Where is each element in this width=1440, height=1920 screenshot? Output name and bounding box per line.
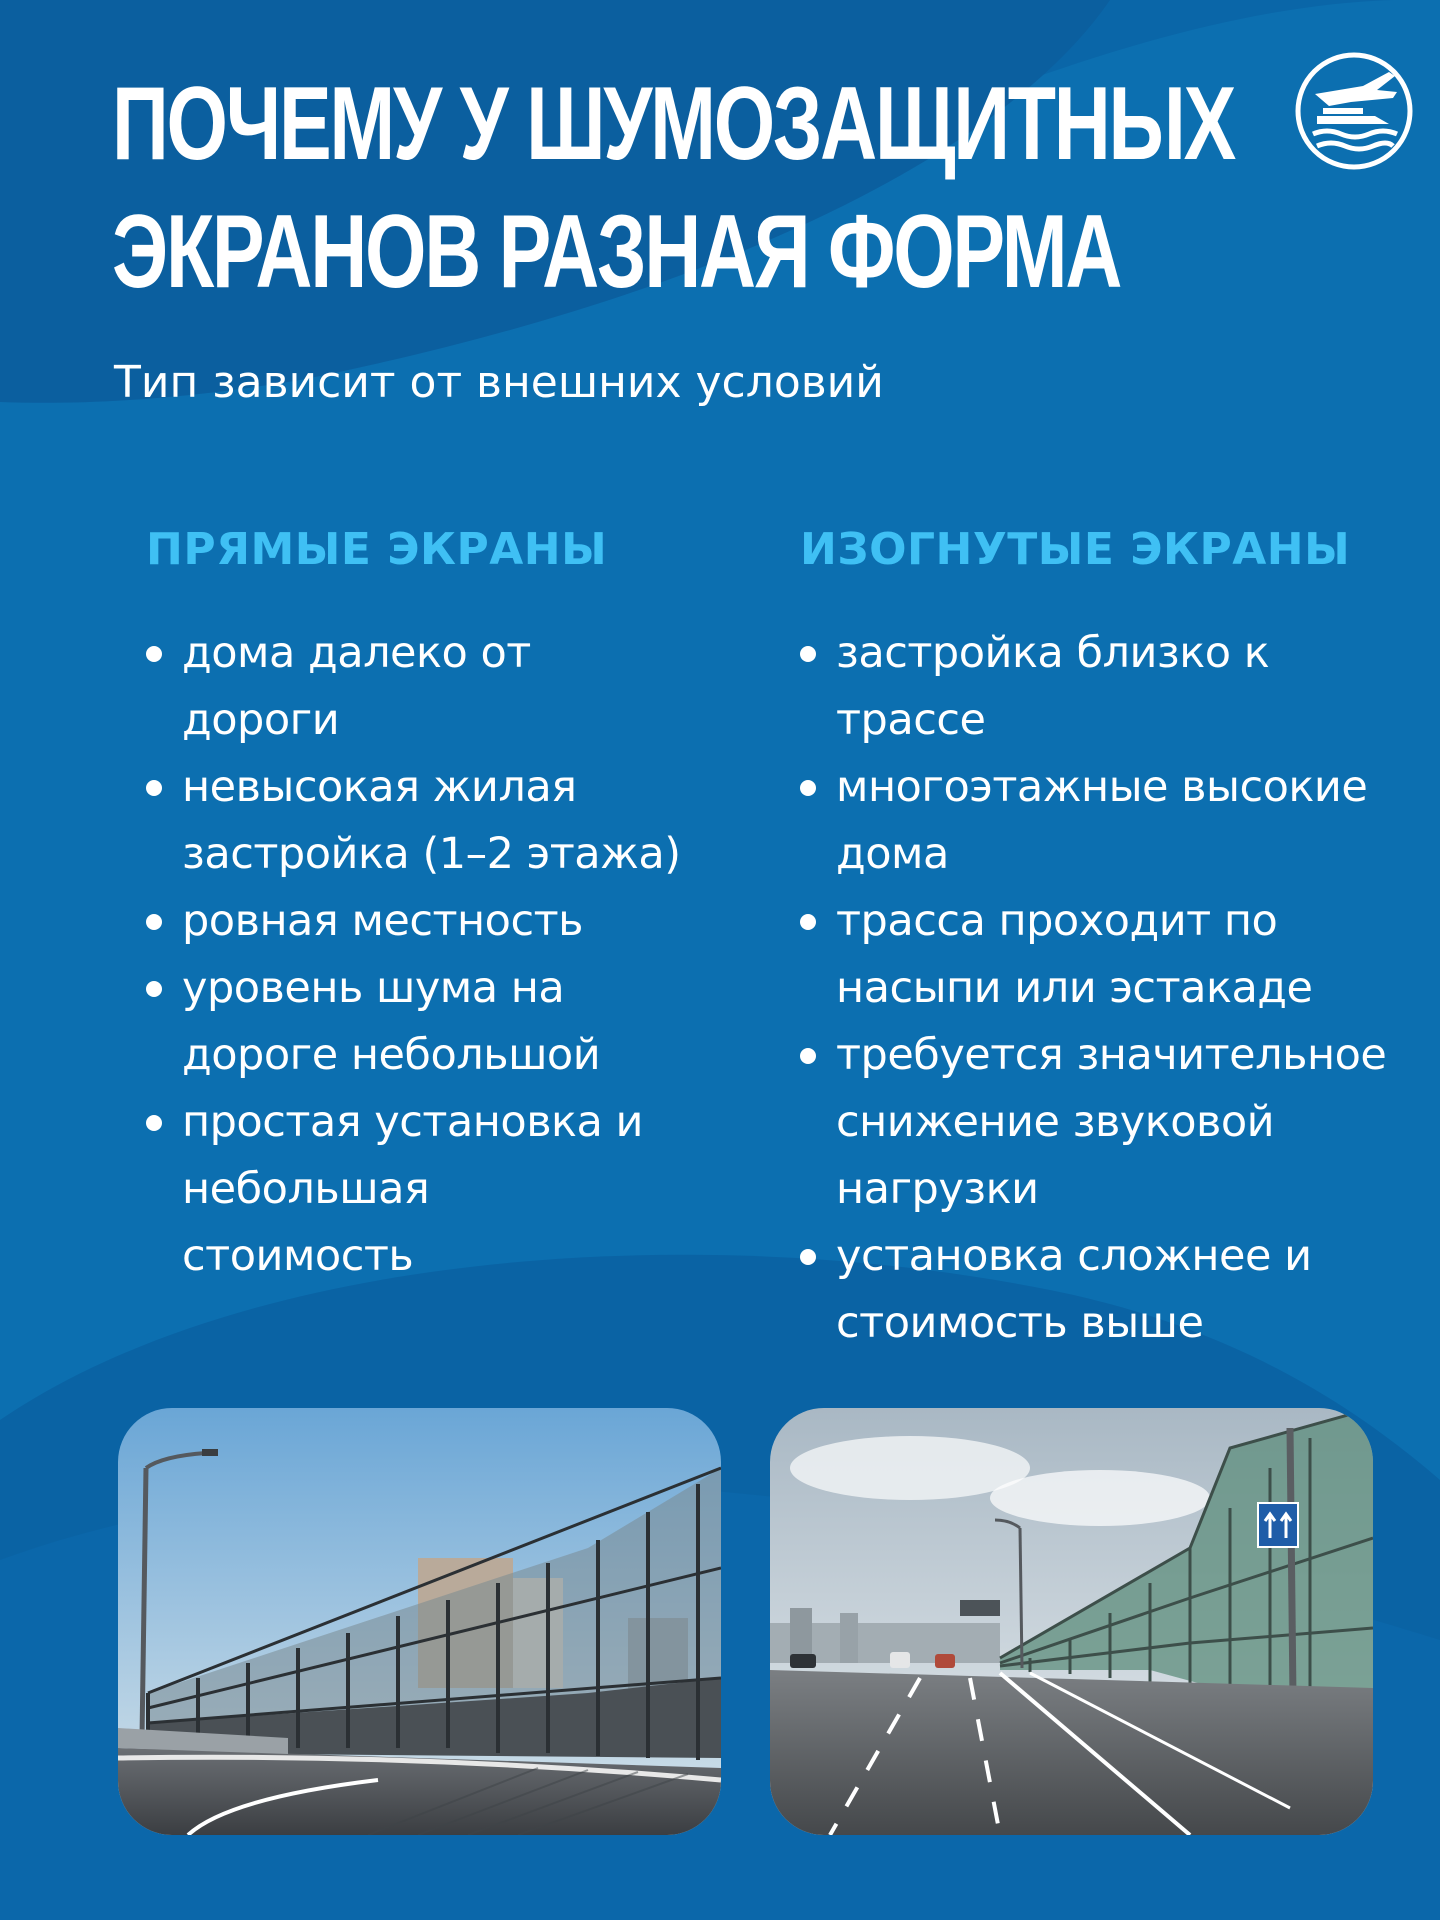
- straight-screens-column: [146, 520, 706, 1290]
- list-item-line: застройка близко к: [836, 628, 1270, 678]
- curved-screens-photo: [770, 1408, 1373, 1835]
- list-item: [146, 754, 706, 888]
- curved-screens-list: [800, 620, 1420, 1357]
- list-item-line: дома: [836, 829, 949, 879]
- list-item-line: установка сложнее и: [836, 1231, 1312, 1281]
- list-item-line: многоэтажные высокие: [836, 762, 1368, 812]
- list-item-line: трассе: [836, 695, 986, 745]
- curved-screens-heading: ИЗОГНУТЫЕ ЭКРАНЫ: [800, 524, 1351, 575]
- list-item: [800, 1022, 1420, 1223]
- curved-screens-column: [800, 520, 1420, 1357]
- transport-logo-icon: [1293, 50, 1415, 172]
- list-item: [146, 955, 706, 1089]
- list-item-line: трасса проходит по: [836, 896, 1278, 946]
- list-item: [146, 888, 706, 955]
- list-item-line: нагрузки: [836, 1164, 1039, 1214]
- list-item-line: стоимость: [182, 1231, 414, 1281]
- list-item-line: насыпи или эстакаде: [836, 963, 1313, 1013]
- list-item-line: стоимость выше: [836, 1298, 1204, 1348]
- list-item-line: дороги: [182, 695, 340, 745]
- list-item-line: ровная местность: [182, 896, 583, 946]
- list-item-line: застройка (1–2 этажа): [182, 829, 681, 879]
- page-subtitle: Тип зависит от внешних условий: [114, 357, 884, 408]
- list-item: [800, 888, 1420, 1022]
- list-item-line: требуется значительное: [836, 1030, 1387, 1080]
- list-item: [146, 1089, 706, 1290]
- title-line-2: ЭКРАНОВ РАЗНАЯ ФОРМА: [112, 194, 1121, 310]
- list-item-line: дороге небольшой: [182, 1030, 601, 1080]
- list-item: [146, 620, 706, 754]
- list-item: [800, 620, 1420, 754]
- list-item: [800, 1223, 1420, 1357]
- straight-screens-list: [146, 620, 706, 1290]
- title-line-1: ПОЧЕМУ У ШУМОЗАЩИТНЫХ: [112, 66, 1235, 182]
- straight-screens-photo: [118, 1408, 721, 1835]
- list-item-line: уровень шума на: [182, 963, 565, 1013]
- list-item: [800, 754, 1420, 888]
- list-item-line: простая установка и: [182, 1097, 643, 1147]
- list-item-line: дома далеко от: [182, 628, 531, 678]
- list-item-line: невысокая жилая: [182, 762, 577, 812]
- list-item-line: снижение звуковой: [836, 1097, 1275, 1147]
- list-item-line: небольшая: [182, 1164, 430, 1214]
- straight-screens-heading: ПРЯМЫЕ ЭКРАНЫ: [146, 524, 608, 575]
- page-title: [112, 60, 1235, 316]
